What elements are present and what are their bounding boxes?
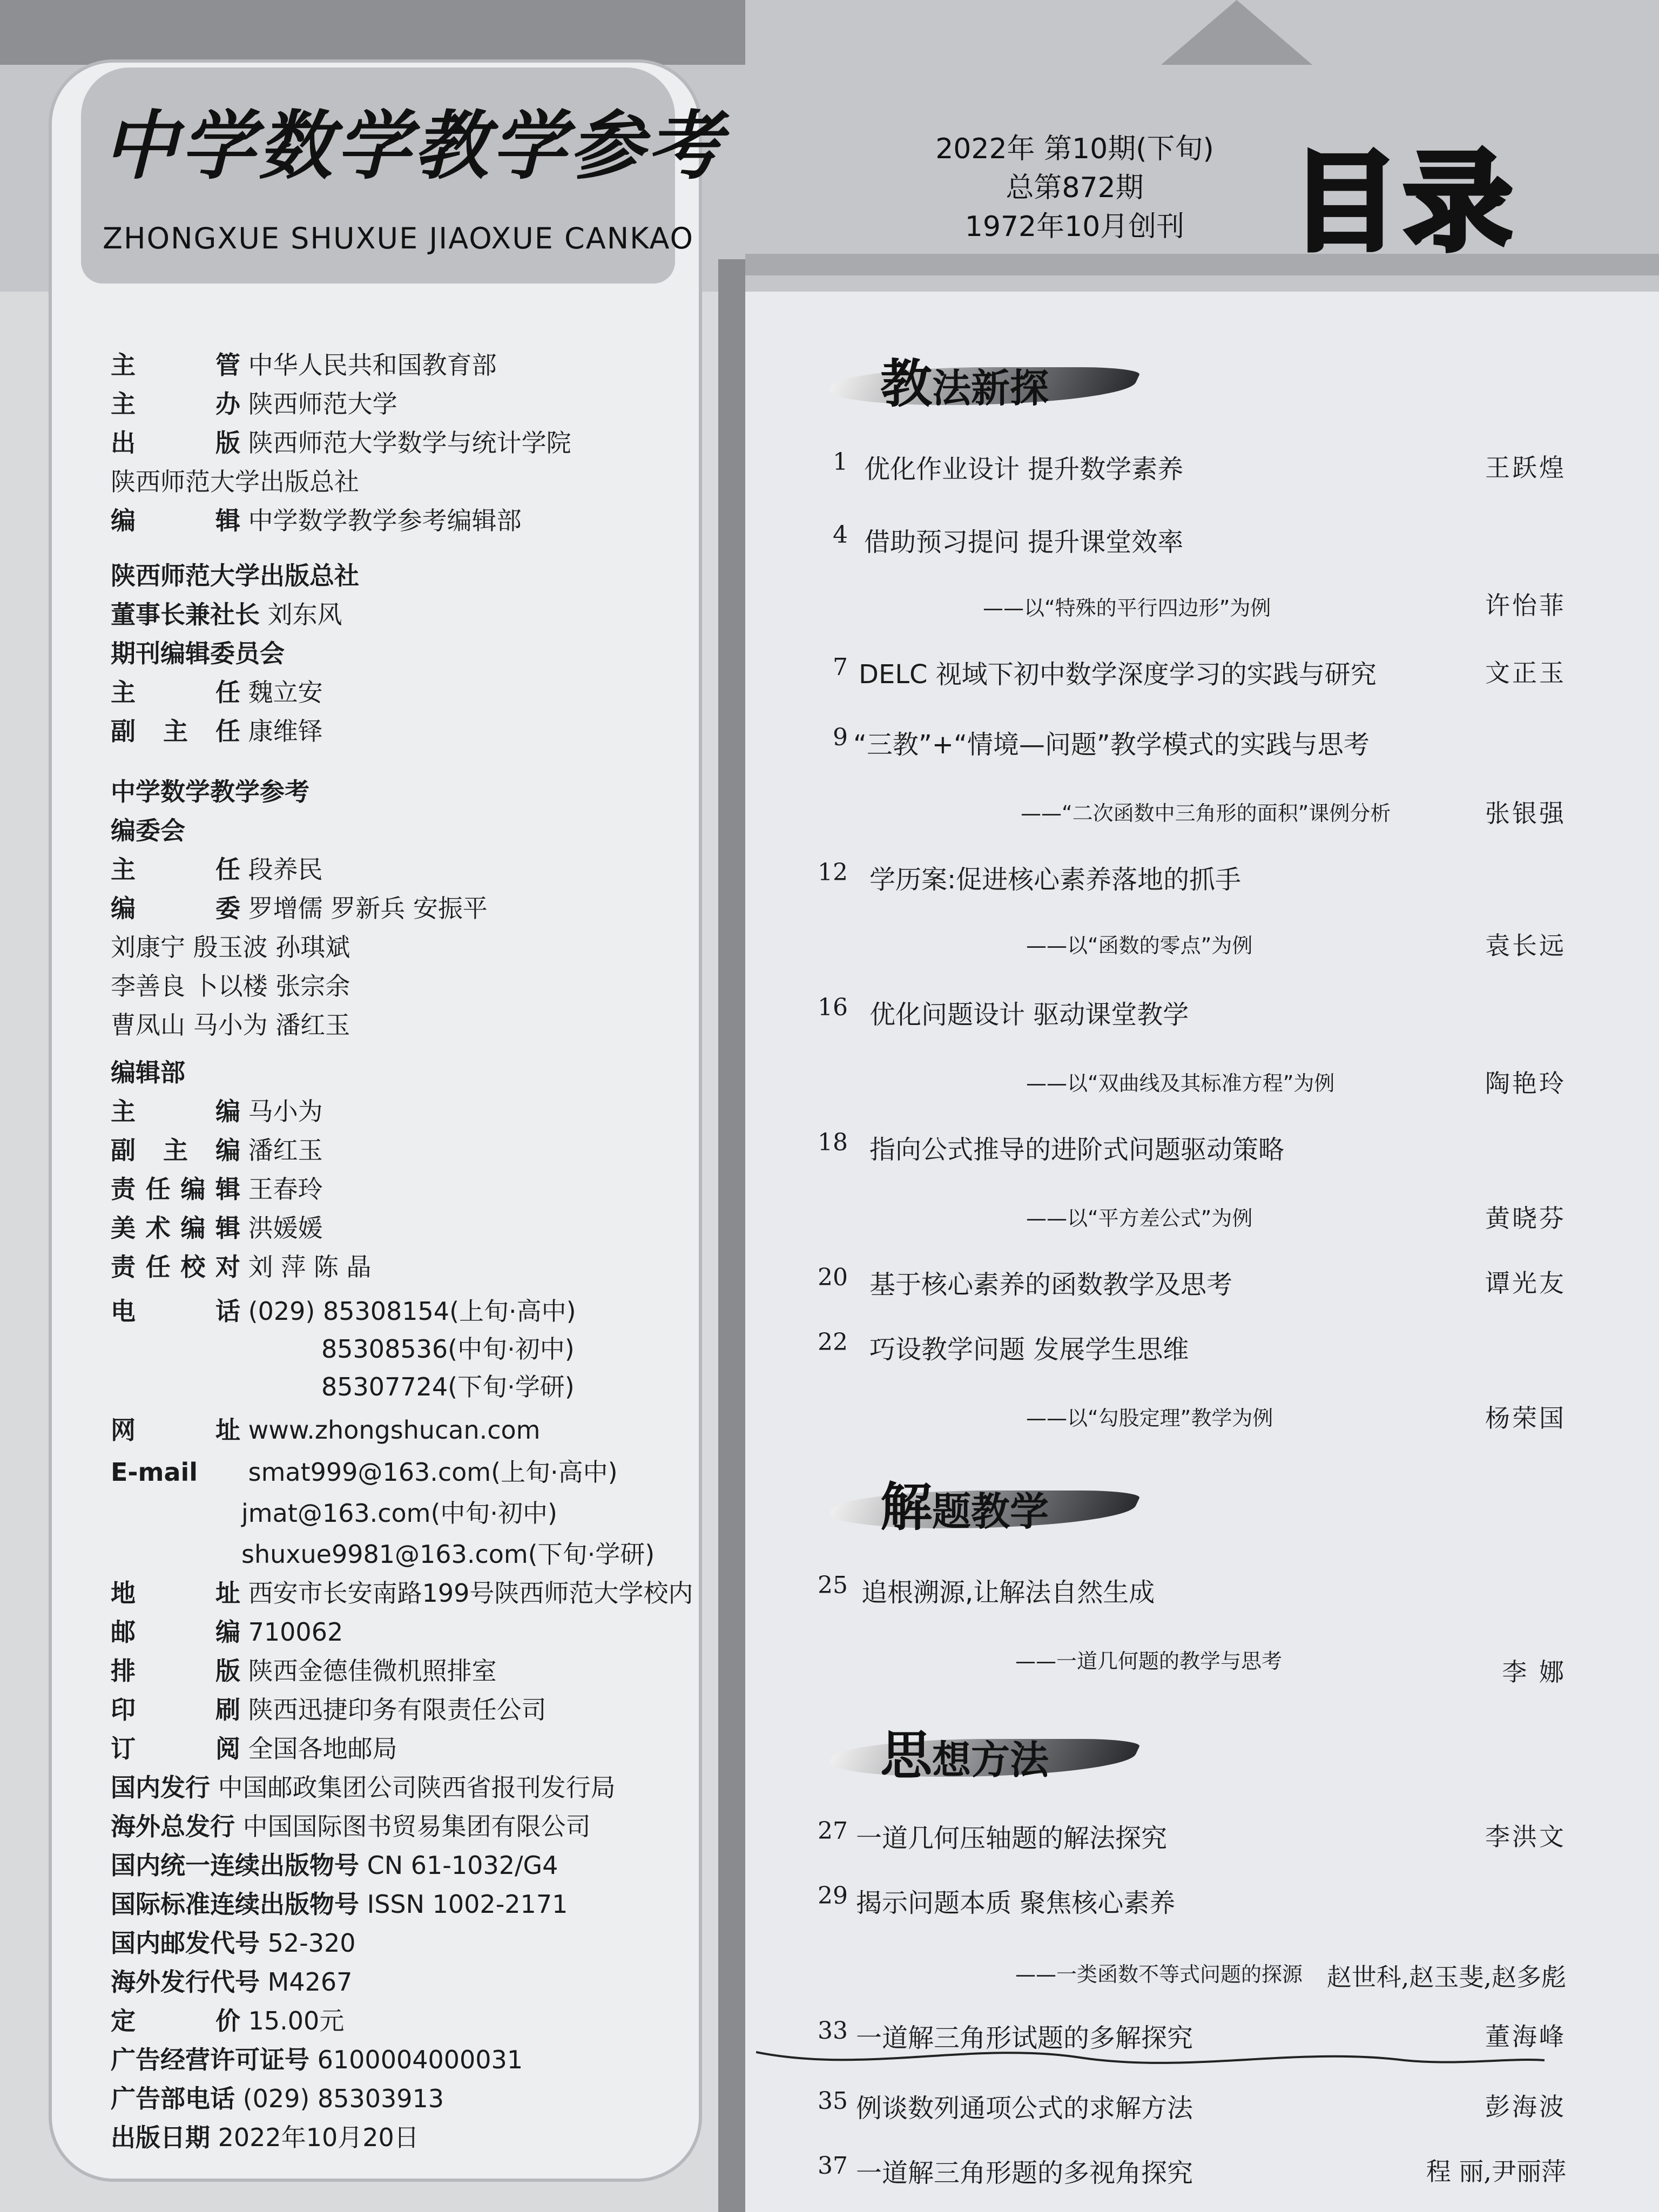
info-zip: 邮编 710062 bbox=[111, 1617, 343, 1647]
info-website: 网址 www.zhongshucan.com bbox=[111, 1415, 541, 1445]
journal-pinyin: ZHONGXUE SHUXUE JIAOXUE CANKAO bbox=[103, 221, 694, 255]
info-dept: 编辑部 bbox=[111, 1058, 185, 1087]
info-magazine: 中学数学教学参考 bbox=[111, 777, 309, 806]
toc-entry[interactable]: 1 优化作业设计 提升数学素养 王跃煌 bbox=[833, 448, 1566, 484]
section-jieti: 解题教学 bbox=[832, 1458, 1134, 1539]
toc-entry[interactable]: 33 一道解三角形试题的多解探究 董海峰 bbox=[818, 2017, 1566, 2053]
info-ad-license: 广告经营许可证号 6100004000031 bbox=[111, 2045, 523, 2074]
info-editor: 编辑 中学数学教学参考编辑部 bbox=[111, 506, 522, 535]
info-pub-date: 出版日期 2022年10月20日 bbox=[111, 2123, 419, 2152]
info-domestic-dist: 国内发行 中国邮政集团公司陕西省报刊发行局 bbox=[111, 1773, 616, 1802]
info-tel-3: 85307724(下旬·学研) bbox=[321, 1372, 575, 1401]
info-post-code: 国内邮发代号 52-320 bbox=[111, 1928, 356, 1958]
toc-entry[interactable]: 16 优化问题设计 驱动课堂教学 ——以“双曲线及其标准方程”为例 陶艳玲 bbox=[818, 994, 1566, 1098]
section-sixiang: 思想方法 bbox=[832, 1707, 1134, 1788]
decorative-triangle bbox=[1161, 0, 1312, 65]
info-tel: 电话 (029) 85308154(上旬·高中) bbox=[111, 1297, 576, 1326]
info-overseas-code: 海外发行代号 M4267 bbox=[111, 1967, 353, 1997]
info-printer: 印刷 陕西迅捷印务有限责任公司 bbox=[111, 1695, 547, 1724]
section-jiaofa: 教法新探 bbox=[832, 335, 1134, 416]
info-overseas-dist: 海外总发行 中国国际图书贸易集团有限公司 bbox=[111, 1812, 591, 1841]
info-vice-chief: 副主编 潘红玉 bbox=[111, 1136, 323, 1165]
issue-line-1: 2022年 第10期(下旬) bbox=[935, 133, 1214, 165]
toc-entry[interactable]: 27 一道几何压轴题的解法探究 李洪文 bbox=[818, 1817, 1566, 1853]
info-email: E-mail smat999@163.com(上旬·高中) bbox=[111, 1458, 618, 1487]
info-typeset: 排版 陕西金德佳微机照排室 bbox=[111, 1656, 497, 1685]
info-members-3: 李善良 卜以楼 张宗余 bbox=[111, 972, 350, 1001]
toc-entry[interactable]: 29 揭示问题本质 聚焦核心素养 ——一类函数不等式问题的探源 赵世科,赵玉斐,赵多彪 bbox=[818, 1882, 1566, 1992]
toc-entry[interactable]: 22 巧设教学问题 发展学生思维 ——以“勾股定理”教学为例 杨荣国 bbox=[818, 1328, 1566, 1433]
journal-title: 中学数学教学参考 bbox=[103, 102, 725, 190]
vertical-divider bbox=[718, 259, 745, 2212]
info-tel-2: 85308536(中旬·初中) bbox=[321, 1334, 575, 1364]
info-publisher: 出版 陕西师范大学数学与统计学院 bbox=[111, 428, 571, 457]
header-divider bbox=[745, 254, 1659, 275]
info-supervisor: 主管 中华人民共和国教育部 bbox=[111, 350, 497, 380]
toc-entry[interactable]: 20 基于核心素养的函数教学及思考 谭光友 bbox=[818, 1264, 1566, 1300]
info-members-2: 刘康宁 殷玉波 孙琪斌 bbox=[111, 933, 350, 962]
info-email-2: jmat@163.com(中旬·初中) bbox=[241, 1499, 557, 1528]
info-address: 地址 西安市长安南路199号陕西师范大学校内 bbox=[111, 1579, 693, 1608]
info-sponsor: 主办 陕西师范大学 bbox=[111, 389, 397, 419]
issue-line-2: 总第872期 bbox=[1006, 172, 1144, 204]
toc-entry[interactable]: 18 指向公式推导的进阶式问题驱动策略 ——以“平方差公式”为例 黄晓芬 bbox=[818, 1129, 1566, 1233]
contents-heading: 目录 bbox=[1291, 140, 1518, 266]
info-vice-director: 副主任 康维铎 bbox=[111, 717, 323, 746]
wave-divider bbox=[756, 2041, 1545, 2074]
info-chairman: 董事长兼社长 刘东风 bbox=[111, 600, 342, 629]
info-director: 主任 魏立安 bbox=[111, 678, 323, 707]
info-proofreader: 责任校对 刘 萍 陈 晶 bbox=[111, 1252, 372, 1282]
info-email-3: shuxue9981@163.com(下旬·学研) bbox=[241, 1540, 655, 1569]
toc-entry[interactable]: 12 学历案:促进核心素养落地的抓手 ——以“函数的零点”为例 袁长远 bbox=[818, 859, 1566, 960]
info-subscription: 订阅 全国各地邮局 bbox=[111, 1734, 397, 1763]
info-members-1: 编委 罗增儒 罗新兵 安振平 bbox=[111, 894, 488, 923]
info-issn: 国际标准连续出版物号 ISSN 1002-2171 bbox=[111, 1890, 568, 1919]
toc-entry[interactable]: 7 DELC 视域下初中数学深度学习的实践与研究 文正玉 bbox=[833, 653, 1566, 690]
toc-entry[interactable]: 4 借助预习提问 提升课堂效率 ——以“特殊的平行四边形”为例 许怡菲 bbox=[833, 521, 1566, 620]
info-members-4: 曹凤山 马小为 潘红玉 bbox=[111, 1010, 350, 1040]
info-ad-tel: 广告部电话 (029) 85303913 bbox=[111, 2084, 444, 2113]
toc-entry[interactable]: 25 追根溯源,让解法自然生成 ——一道几何题的教学与思考 李 娜 bbox=[818, 1572, 1566, 1687]
info-chief-editor: 主编 马小为 bbox=[111, 1097, 323, 1126]
toc-entry[interactable]: 35 例谈数列通项公式的求解方法 彭海波 bbox=[818, 2087, 1566, 2123]
info-cn-number: 国内统一连续出版物号 CN 61-1032/G4 bbox=[111, 1851, 558, 1880]
issue-line-3: 1972年10月创刊 bbox=[965, 211, 1185, 243]
info-price: 定价 15.00元 bbox=[111, 2006, 345, 2035]
info-committee-director: 主任 段养民 bbox=[111, 855, 323, 884]
info-house: 陕西师范大学出版总社 bbox=[111, 561, 359, 590]
issue-info bbox=[896, 130, 1253, 246]
info-publisher-2: 陕西师范大学出版总社 bbox=[111, 467, 359, 496]
toc-entry[interactable]: 9 “三教”+“情境—问题”教学模式的实践与思考 ——“二次函数中三角形的面积”课例分析 张银强 bbox=[833, 724, 1566, 828]
info-resp-editor: 责任编辑 王春玲 bbox=[111, 1175, 323, 1204]
info-art-editor: 美术编辑 洪媛媛 bbox=[111, 1213, 323, 1243]
top-dark-band bbox=[0, 0, 745, 65]
info-board: 期刊编辑委员会 bbox=[111, 639, 285, 668]
toc-entry[interactable]: 37 一道解三角形题的多视角探究 程 丽,尹丽萍 bbox=[818, 2152, 1566, 2188]
info-committee: 编委会 bbox=[111, 816, 185, 845]
